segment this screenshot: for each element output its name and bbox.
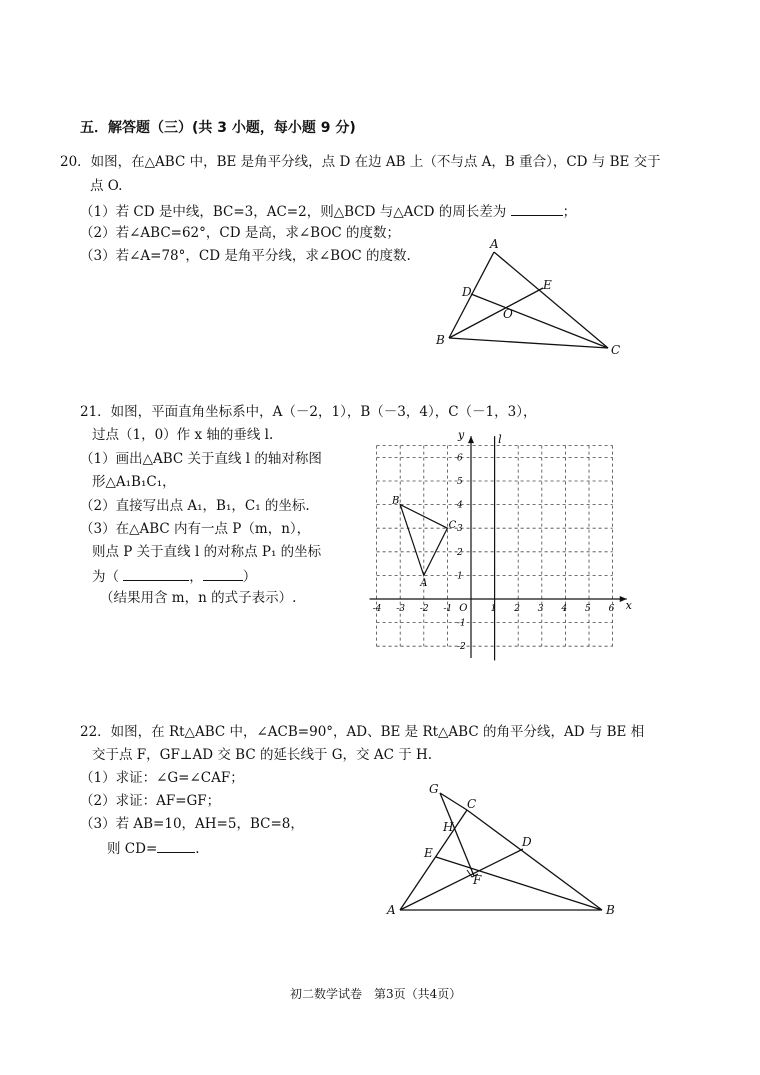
q20-part1-text: （1）若 CD 是中线，BC=3，AC=2，则△BCD 与△ACD 的周长差为 [80, 204, 507, 220]
q21-line1: 21．如图，平面直角坐标系中，A（－2，1），B（－3，4），C（－1，3）， [80, 404, 537, 420]
q22-part4-end: . [195, 841, 200, 857]
q20-label-o: O [503, 307, 513, 321]
q20-label-e: E [543, 278, 552, 292]
x-tick-label: 5 [585, 604, 591, 614]
q21-part3c-close: ） [242, 569, 257, 585]
q21-part2: （2）直接写出点 A₁，B₁，C₁ 的坐标. [80, 498, 310, 514]
point-c-label: C [448, 520, 457, 532]
x-tick-label: -2 [419, 604, 429, 614]
q22-part4-text: 则 CD= [107, 841, 158, 857]
q22-label-e: E [424, 846, 433, 860]
q22-label-d: D [522, 835, 532, 849]
point-a-label: A [420, 578, 428, 590]
x-tick-label: -1 [443, 604, 453, 614]
q20-label-b: B [436, 333, 445, 347]
q21-part3c-comma: ， [189, 569, 203, 585]
x-tick-label: 6 [608, 604, 615, 614]
q20-label-d: D [462, 285, 472, 299]
x-tick-label: -4 [372, 604, 382, 614]
origin-label: O [459, 603, 468, 614]
x-tick-label: 1 [490, 604, 497, 614]
q20-line1: 20．如图，在△ABC 中，BE 是角平分线，点 D 在边 AB 上（不与点 A，B 重合），CD 与 BE 交于 [60, 154, 661, 170]
q22-label-b: B [606, 903, 615, 917]
q21-part1a: （1）画出△ABC 关于直线 l 的轴对称图 [80, 451, 322, 467]
y-tick-label: -2 [457, 642, 466, 653]
q22-segment-be [436, 857, 602, 910]
q21-line2: 过点（1，0）作 x 轴的垂线 l. [92, 427, 274, 443]
y-tick-label: 3 [457, 524, 463, 535]
section-title: 五．解答题（三）(共 3 小题，每小题 9 分) [80, 120, 356, 136]
q20-label-a: A [490, 237, 499, 251]
page-footer: 初二数学试卷 第3页（共4页） [290, 987, 462, 1001]
q22-label-g: G [429, 782, 439, 796]
x-tick-label: 2 [514, 604, 520, 614]
q20-part1-end: ； [562, 204, 577, 220]
q20-line2: 点 O. [90, 178, 123, 194]
q22-part1: （1）求证：∠G=∠CAF； [80, 770, 244, 786]
y-tick-label: -1 [457, 618, 466, 629]
q22-label-f: F [473, 873, 482, 887]
y-tick-label: 1 [457, 571, 463, 582]
x-tick-label: 4 [561, 604, 568, 614]
q21-part3b: 则点 P 关于直线 l 的对称点 P₁ 的坐标 [92, 544, 322, 560]
y-axis-label: y [458, 428, 465, 442]
x-axis-label: x [625, 599, 632, 612]
y-tick-label: 2 [457, 547, 463, 558]
q22-side-cb [467, 810, 602, 910]
y-tick-label: 6 [457, 453, 463, 464]
q22-part2: （2）求证：AF=GF； [80, 793, 221, 809]
x-tick-label: 3 [537, 604, 544, 614]
point-b-label: B [391, 495, 400, 507]
x-tick-label: -3 [396, 604, 405, 614]
q22-part3: （3）若 AB=10，AH=5，BC=8， [80, 816, 304, 832]
q22-line1: 22．如图，在 Rt△ABC 中，∠ACB=90°，AD、BE 是 Rt△ABC 的角平分线，AD 与 BE 相 [80, 724, 645, 740]
q21-part3c-open: 为（ [92, 569, 119, 585]
q22-label-a: A [387, 903, 396, 917]
y-tick-label: 4 [457, 500, 463, 511]
q20-part2: （2）若∠ABC=62°，CD 是高，求∠BOC 的度数； [80, 225, 401, 241]
q22-side-ac [400, 810, 467, 910]
q20-part3: （3）若∠A=78°，CD 是角平分线，求∠BOC 的度数. [80, 248, 411, 264]
q22-line2: 交于点 F，GF⊥AD 交 BC 的延长线于 G，交 AC 于 H. [92, 747, 433, 763]
q21-part1b: 形△A₁B₁C₁， [92, 474, 176, 490]
q21-part4: （结果用含 m，n 的式子表示）. [100, 590, 297, 606]
q20-label-c: C [611, 343, 621, 357]
q22-label-c: C [467, 797, 477, 811]
q21-part3a: （3）在△ABC 内有一点 P（m，n）， [80, 521, 311, 537]
line-l-label: l [498, 433, 502, 447]
q22-label-h: H [443, 820, 454, 834]
y-tick-label: 5 [457, 477, 463, 487]
